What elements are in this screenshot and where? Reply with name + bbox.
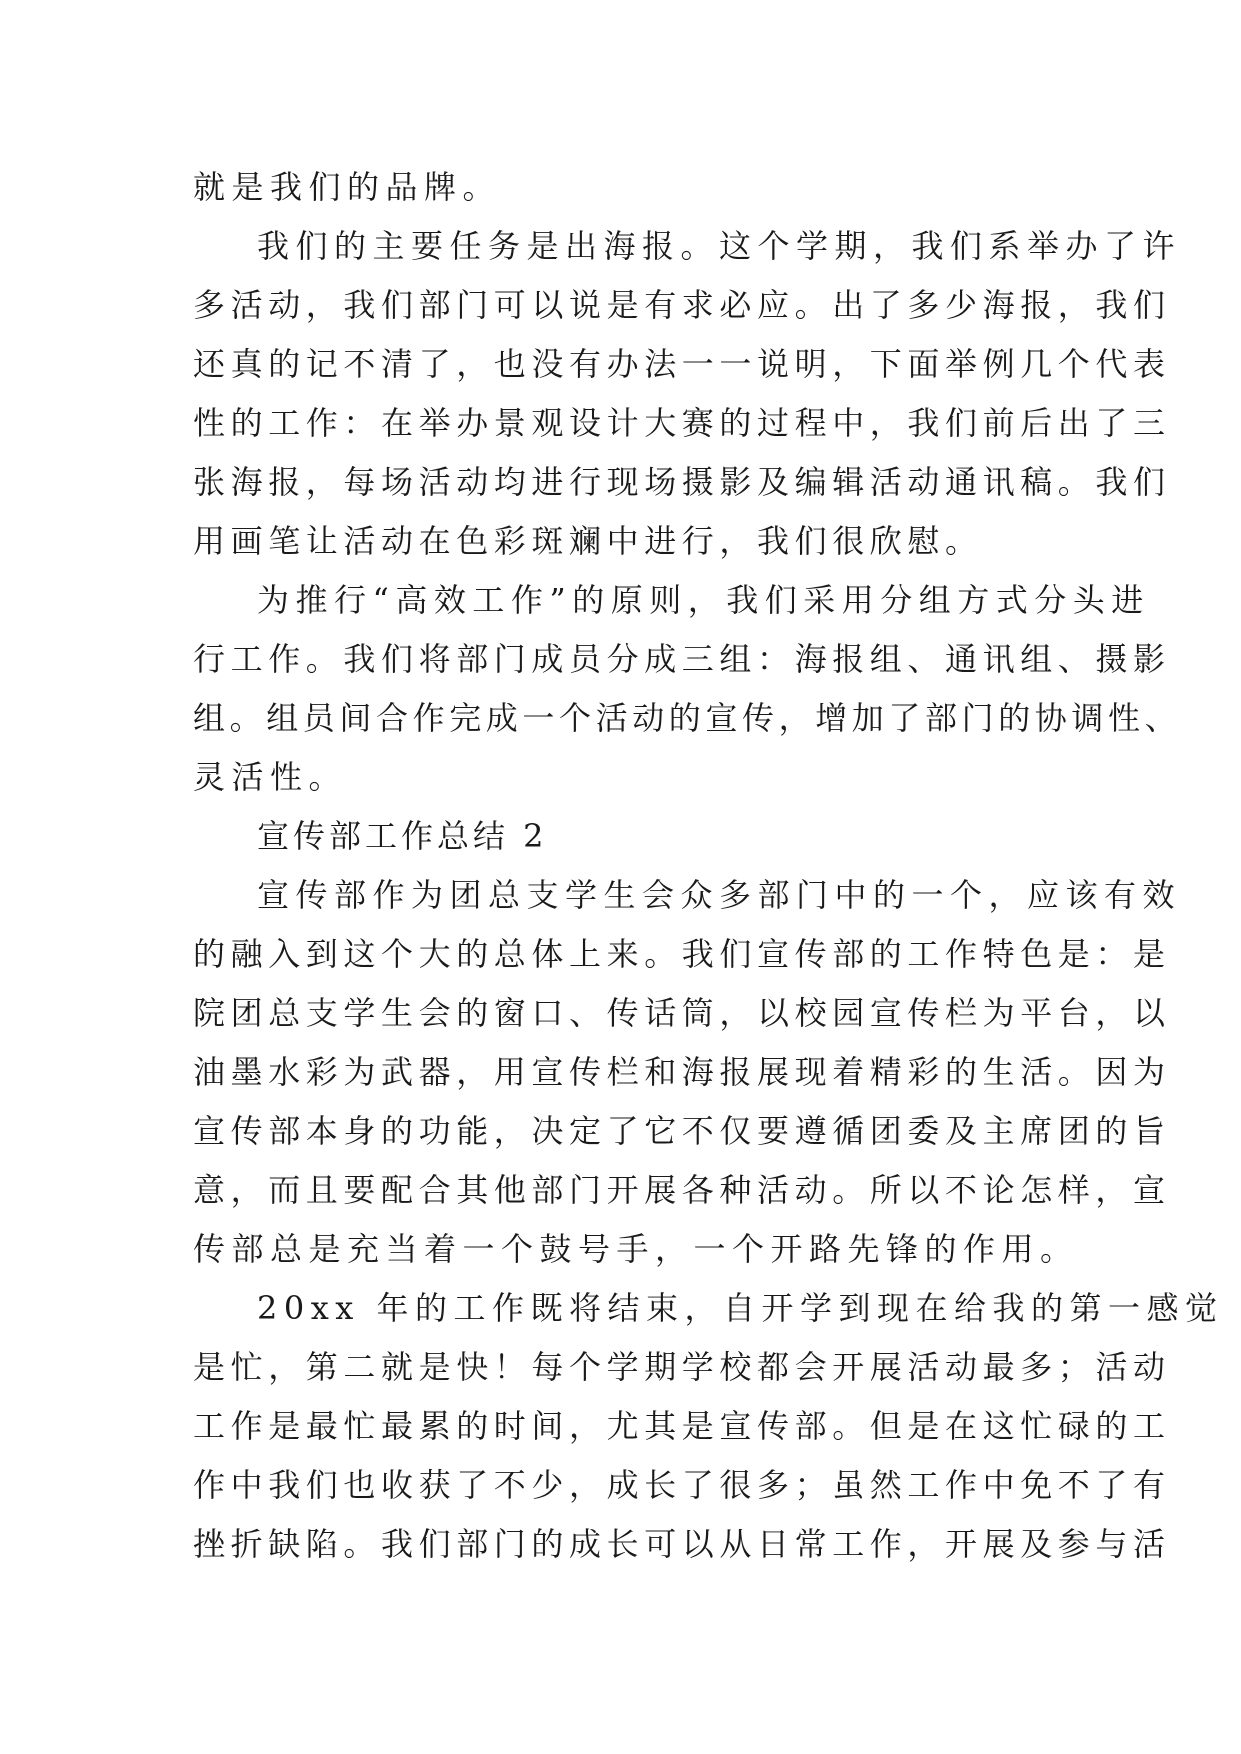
text-line-1: 就是我们的品牌。 <box>193 168 502 206</box>
text-line-10: 组。组员间合作完成一个活动的宣传，增加了部门的协调性、 <box>193 699 1182 737</box>
text-line-6: 张海报，每场活动均进行现场摄影及编辑活动通讯稿。我们 <box>193 463 1171 501</box>
text-line-11: 灵活性。 <box>193 758 348 796</box>
text-line-21: 是忙，第二就是快！每个学期学校都会开展活动最多；活动 <box>193 1348 1171 1386</box>
text-line-18: 意，而且要配合其他部门开展各种活动。所以不论怎样，宣 <box>193 1171 1171 1209</box>
text-line-9: 行工作。我们将部门成员分成三组：海报组、通讯组、摄影 <box>193 640 1171 678</box>
text-line-2: 我们的主要任务是出海报。这个学期，我们系举办了许 <box>257 227 1182 265</box>
text-line-17: 宣传部本身的功能，决定了它不仅要遵循团委及主席团的旨 <box>193 1112 1171 1150</box>
text-line-19: 传部总是充当着一个鼓号手，一个开路先锋的作用。 <box>193 1230 1079 1268</box>
text-line-14: 的融入到这个大的总体上来。我们宣传部的工作特色是：是 <box>193 935 1171 973</box>
text-line-22: 工作是最忙最累的时间，尤其是宣传部。但是在这忙碌的工 <box>193 1407 1171 1445</box>
section-heading: 宣传部工作总结 2 <box>257 817 548 855</box>
text-line-16: 油墨水彩为武器，用宣传栏和海报展现着精彩的生活。因为 <box>193 1053 1171 1091</box>
text-line-4: 还真的记不清了，也没有办法一一说明，下面举例几个代表 <box>193 345 1171 383</box>
text-line-13: 宣传部作为团总支学生会众多部门中的一个，应该有效 <box>257 876 1182 914</box>
text-line-20: 20xx 年的工作既将结束，自开学到现在给我的第一感觉 <box>257 1289 1224 1327</box>
text-line-7: 用画笔让活动在色彩斑斓中进行，我们很欣慰。 <box>193 522 983 560</box>
text-line-3: 多活动，我们部门可以说是有求必应。出了多少海报，我们 <box>193 286 1171 324</box>
text-line-23: 作中我们也收获了不少，成长了很多；虽然工作中免不了有 <box>193 1466 1171 1504</box>
text-line-24: 挫折缺陷。我们部门的成长可以从日常工作，开展及参与活 <box>193 1525 1171 1563</box>
text-line-5: 性的工作：在举办景观设计大赛的过程中，我们前后出了三 <box>193 404 1171 442</box>
text-line-8: 为推行“高效工作”的原则，我们采用分组方式分头进 <box>257 581 1150 619</box>
text-line-15: 院团总支学生会的窗口、传话筒，以校园宣传栏为平台，以 <box>193 994 1171 1032</box>
document-body <box>193 158 1224 1574</box>
